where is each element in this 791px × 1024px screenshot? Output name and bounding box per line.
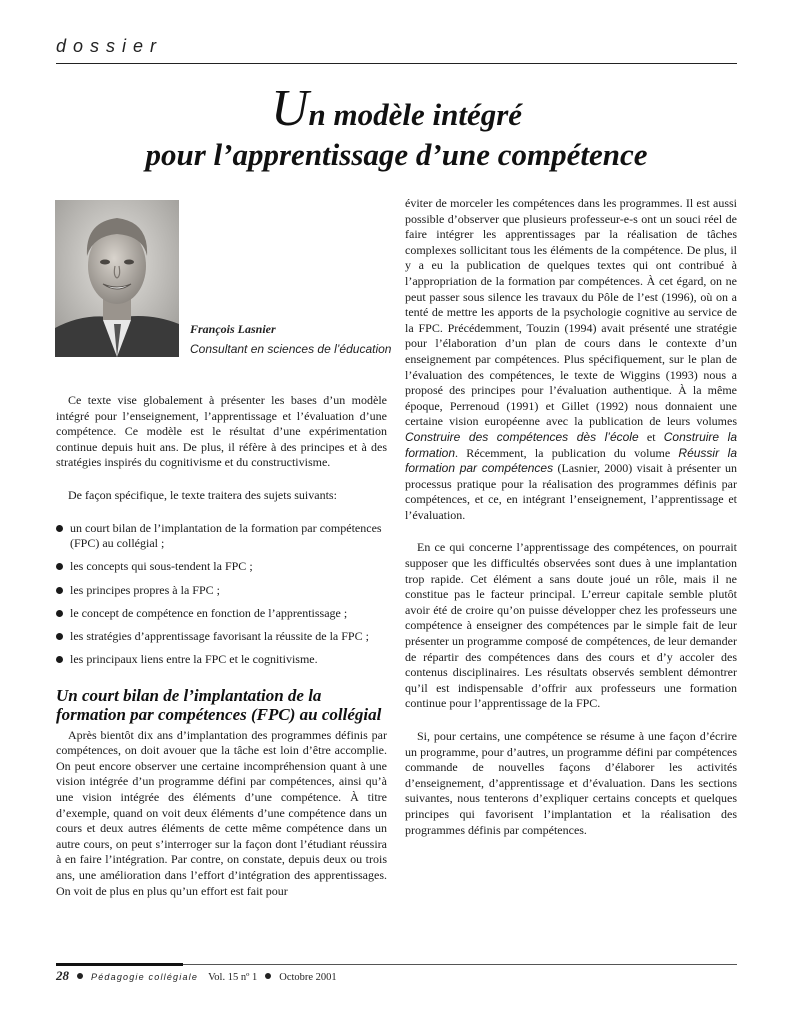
list-item: les stratégies d’apprentissage favorisant la réussite de la FPC ; — [56, 629, 387, 645]
footer-rule-accent — [56, 963, 183, 966]
journal-name: Pédagogie collégiale — [91, 972, 199, 982]
article-title — [56, 78, 737, 174]
body-paragraph: Si, pour certains, une compétence se résume à une façon d’écrire un programme, pour d’autres, un programme défini par compétences commande de nouvelles façons d’élaborer les activités d’enseignement, d’apprentissage et d’évaluation. Dans les sections suivantes, nous tenterons d’expliquer certains concepts et quelques principes qui favorisent l’implantation et la réalisation des programmes définis par compétences. — [405, 729, 737, 837]
intro-paragraph: Ce texte vise globalement à présenter les bases d’un modèle intégré pour l’enseignement, l’apprentissage et l’évaluation d’une compétence. Ce modèle est le résultat d’une expérimentation continue depuis huit ans. De plus, il réfère à des principes et à des stratégies inspirés du cognitivisme et du constructivisme. — [56, 393, 387, 470]
book-title-3: Réussir la formation par compétences — [405, 445, 737, 476]
title-drop-cap: U — [270, 80, 309, 137]
author-photo — [55, 200, 179, 357]
author-block — [190, 322, 390, 356]
body-paragraph: Après bientôt dix ans d’implantation des programmes définis par compétences, on doit avouer que la tâche est loin d’être accomplie. On peut encore observer une certaine incompréhension quant à une vision intégrée d’un programme défini par compétences, ainsi qu’à une vision intégrée des éléments d’une compétence. À titre d’exemple, quand on voit deux éléments d’une compétence dans un cours et deux autres éléments de cette même compétence dans un autre cours, on peut s’interroger sur la façon dont l’étudiant réussira à en faire l’intégration. Par contre, on constate, depuis deux ou trois ans, une amélioration dans l’effort d’intégration des apprentissages. On voit de plus en plus qu’un effort est fait pour — [56, 727, 387, 898]
list-item: un court bilan de l’implantation de la formation par compétences (FPC) au collégial ; — [56, 521, 387, 552]
bullet-dot-icon — [77, 973, 83, 979]
text-run: éviter de morceler les compétences dans les programmes. Il est aussi possible d’observer que plusieurs professeur-e-s ont un souci réel de faire intégrer les apprentissages par la réalisation de tâches complexes sollicitant tous les éléments de la compétence. De plus, il y a eu la publication de quelques textes qui ont contribué à l’appropriation de la formation par compétences. À cet égard, on ne peut passer sous silence les travaux du Pôle de l’est (1996), où on a tenté de mettre les apports de la psychologie cognitive au service de la FPC. Précédemment, Touzin (1994) avait présenté une stratégie pour l’élaboration d’un plan de cours dans le contexte d’un enseignement par compétences. Plus spécifiquement, sur le plan de l’évaluation des compétences, le texte de Wiggins (1993) nous a proposé des principes pour l’évaluation authentique. À la même époque, Perrenoud (1991) et Gillet (1992) nous donnaient une certaine vision européenne avec la publication de leurs volumes — [405, 196, 737, 429]
text-run: . Récemment, la publication du volume — [455, 445, 679, 460]
left-column — [56, 393, 387, 899]
list-item: les concepts qui sous-tendent la FPC ; — [56, 559, 387, 575]
section-heading: Un court bilan de l’implantation de la formation par compétences (FPC) au collégial — [56, 685, 382, 724]
book-title-2: Construire la formation — [405, 429, 737, 460]
page-number: 28 — [56, 968, 69, 983]
issue-date: Octobre 2001 — [279, 972, 337, 983]
top-rule — [56, 63, 737, 64]
author-name: François Lasnier — [190, 322, 276, 336]
author-role: Consultant en sciences de l’éducation — [190, 342, 392, 356]
text-run: (Lasnier, 2000) visait à présenter un processus pratique pour la réalisation des programmes définis par compétences, et ce, en intégrant l’enseignement, l’apprentissage et l’évaluation. — [405, 461, 737, 522]
topics-list — [56, 521, 387, 668]
author-portrait-image — [55, 200, 179, 357]
title-line-1: n modèle intégré — [308, 97, 523, 132]
page-footer — [56, 968, 337, 984]
right-column — [405, 196, 737, 838]
body-paragraph — [405, 196, 737, 523]
book-title-1: Construire des compétences dès l’école — [405, 429, 639, 444]
section-label: dossier — [56, 36, 164, 56]
list-item: les principes propres à la FPC ; — [56, 583, 387, 599]
list-item: le concept de compétence en fonction de l’apprentissage ; — [56, 606, 387, 622]
list-item: les principaux liens entre la FPC et le cognitivisme. — [56, 652, 387, 668]
bullet-dot-icon — [265, 973, 271, 979]
title-line-2: pour l’apprentissage d’une compétence — [145, 137, 648, 173]
text-run: et — [638, 429, 664, 444]
topics-intro-paragraph: De façon spécifique, le texte traitera des sujets suivants: — [68, 487, 337, 502]
journal-volume: Vol. 15 nº 1 — [208, 972, 258, 983]
body-paragraph: En ce qui concerne l’apprentissage des compétences, on pourrait supposer que les difficultés observées sont dues à une implantation trop rapide. Cet élément a sans doute joué un rôle, mais il ne constitue pas le facteur principal. L’erreur capitale semble plutôt avoir été de croire qu’on puisse développer chez les professeurs une compétence à enseigner des compétences par le simple fait de leur présenter un programme composé de compétences, de leur demander de répartir des compétences dans des cours et d’y accoler des contenus disciplinaires. Les résultats observés semblent démontrer qu’il est indispensable d’offrir aux professeurs une formation continue pour l’apprentissage de la FPC. — [405, 540, 737, 711]
